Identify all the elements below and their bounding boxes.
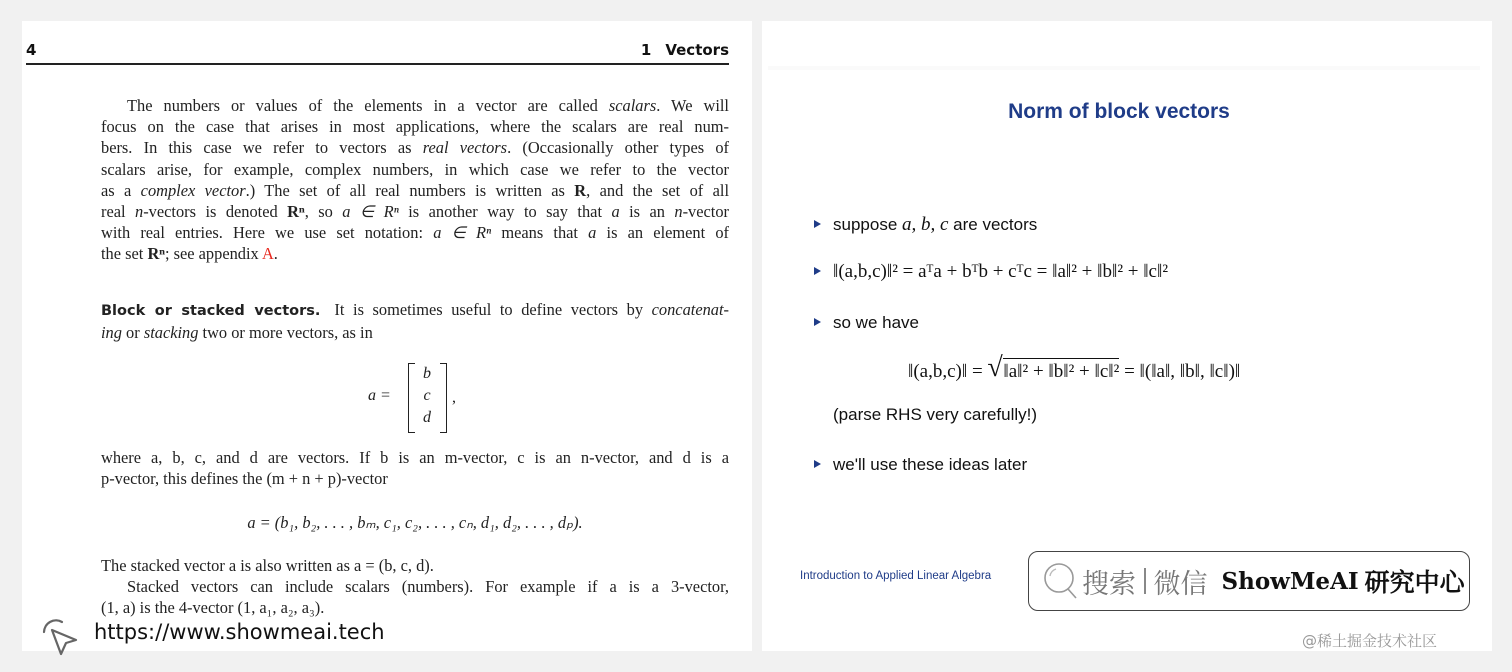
appendix-link[interactable]: A xyxy=(261,244,274,264)
bullet-arrow-icon xyxy=(814,220,821,228)
slide-footer-title: Introduction to Applied Linear Algebra xyxy=(800,570,992,582)
scalars-paragraph xyxy=(101,95,729,265)
divider xyxy=(1144,568,1146,594)
chapter-number: 1 xyxy=(640,41,652,59)
text-line: real n-vectors is denoted Rⁿ, so a ∈ Rⁿ is another way to say that a is an n-vector xyxy=(101,202,730,222)
running-head xyxy=(26,39,729,65)
section-heading: Block or stacked vectors. xyxy=(101,303,321,319)
chapter-heading xyxy=(641,41,729,59)
cursor-click-icon xyxy=(40,616,80,658)
textbook-page: 4 1 Vectors The numbers or values of the elements in a vector are called scalars. We will focus on the case that arises in most applications, where the scalars are real num- bers. In this case we refer to vectors as real vectors. (Occasionally other types of scalars arise, for example, complex numbers, in which case we refer to the vector as a complex vector.) The set of all real numbers is written as R, and the set of all real n-vectors is denoted Rⁿ, so a ∈ Rⁿ is another way to say that a is an n-vector with real entries. Here we use set notation: a ∈ Rⁿ means that a is an element of the set Rⁿ; see appendix A. Block or stacked vectors. It is sometimes useful to define vectors by concatenat- ing or stacking two or more vectors, as in a = b c d , where a, b, c, and d are vectors. If b is an m-vector, c is an n-vector, and d is a p-vector, this defines the (m + n + p)-vector a = (b₁, b₂, . . . , bₘ, c₁, c₂, . . . , cₙ, d₁, d₂, . . . , dₚ). The stacked vector a is also written as a = (b, c, d). Stacked vectors can include scalars (numbers). For example if a is a 3-vector, (1, a) is the 4-vector (1, a₁, a₂, a₃). xyxy=(22,21,752,651)
wechat-label: 微信 xyxy=(1153,568,1208,600)
brand-suffix: 研究中心 xyxy=(1364,568,1465,597)
bullet-item: ‖(a,b,c)‖² = aᵀa + bᵀb + cᵀc = ‖a‖² + ‖b‖² + ‖c‖² xyxy=(814,261,1168,283)
text-line: The numbers or values of the elements in a vector are called scalars. We will xyxy=(127,96,729,115)
stacked-notation-paragraph xyxy=(101,555,729,619)
square-root: √ ‖a‖² + ‖b‖² + ‖c‖² xyxy=(987,352,1120,383)
bullet-arrow-icon xyxy=(814,460,821,468)
bullet-item: we'll use these ideas later xyxy=(814,455,1027,475)
matrix-entries: b c d xyxy=(423,365,431,426)
definition-paragraph xyxy=(101,447,729,489)
bullet-arrow-icon xyxy=(814,318,821,326)
bullet-item: suppose a, b, c are vectors xyxy=(814,214,1037,236)
search-icon xyxy=(1042,562,1078,600)
left-bracket xyxy=(408,363,415,433)
bullet-arrow-icon xyxy=(814,267,821,275)
text-line: The stacked vector a is also written as a = (b, c, d). xyxy=(101,556,434,575)
text-line: ing or stacking two or more vectors, as in xyxy=(101,323,373,343)
text-line: as a complex vector.) The set of all real numbers is written as R, and the set of all xyxy=(101,180,730,200)
page-number: 4 xyxy=(26,41,37,59)
search-label: 搜索 xyxy=(1082,568,1136,600)
brand-name: ShowMeAI xyxy=(1221,567,1359,595)
community-watermark: @稀土掘金技术社区 xyxy=(1302,632,1438,650)
text-line: with real entries. Here we use set notation: a ∈ Rⁿ means that a is an element of xyxy=(101,223,730,243)
text-line: where a, b, c, and d are vectors. If b is an m-vector, c is an n-vector, and d is a xyxy=(101,448,729,467)
stacked-vectors-section xyxy=(101,299,729,343)
showmeai-search-banner xyxy=(1028,551,1470,611)
norm-equation: ‖(a,b,c)‖ = √ ‖a‖² + ‖b‖² + ‖c‖² = ‖(‖a‖, ‖b‖, ‖c‖)‖ xyxy=(908,352,1241,383)
slide-note: (parse RHS very carefully!) xyxy=(833,405,1038,424)
slide-title: Norm of block vectors xyxy=(1008,100,1230,123)
stacked-vector-equation: a = (b₁, b₂, . . . , bₘ, c₁, c₂, . . . , cₙ, d₁, d₂, . . . , dₚ). xyxy=(247,513,583,532)
text-line: focus on the case that arises in most applications, where the scalars are real num- xyxy=(101,117,729,137)
right-bracket xyxy=(440,363,447,433)
text-line: the set Rⁿ; see appendix A. xyxy=(101,244,278,264)
text-line: Stacked vectors can include scalars (numbers). For example if a is a 3-vector, xyxy=(127,577,729,597)
slide-divider xyxy=(768,66,1480,70)
text-line: bers. In this case we refer to vectors as real vectors. (Occasionally other types of xyxy=(101,138,729,158)
text-line: (1, a) is the 4-vector (1, a₁, a₂, a₃). xyxy=(101,598,325,618)
text-line: Block or stacked vectors. It is sometimes useful to define vectors by concatenat- xyxy=(101,300,729,319)
text-line: p-vector, this defines the (m + n + p)-vector xyxy=(101,469,388,489)
text-line: scalars arise, for example, complex numbers, in which case we refer to the vector xyxy=(101,159,729,179)
showmeai-url-link[interactable]: https://www.showmeai.tech xyxy=(94,620,385,644)
chapter-title: Vectors xyxy=(665,41,729,59)
bullet-item: so we have xyxy=(814,313,919,333)
